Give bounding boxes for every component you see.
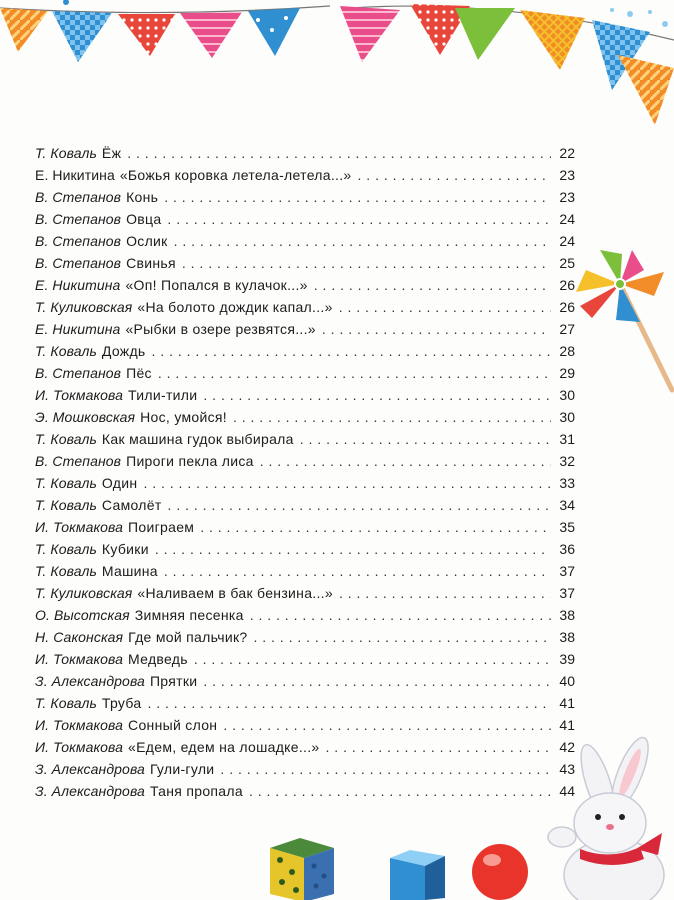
toc-entry [35,208,575,230]
toc-page-number: 38 [559,607,575,623]
toc-leader-dots [358,164,551,186]
toc-page-number: 31 [559,431,575,447]
toc-leader-dots [300,428,551,450]
toc-title: «Наливаем в бак бензина...» [137,585,333,601]
toc-leader-dots [147,692,551,714]
toc-page-number: 35 [559,519,575,535]
toc-entry [35,296,575,318]
toc-author: Т. Куликовская [35,585,133,601]
toc-page-number: 30 [559,387,575,403]
toc-title: Свинья [126,255,176,271]
toc-title: «На болото дождик капал...» [137,299,333,315]
toc-title: Ослик [126,233,168,249]
toc-leader-dots [203,670,551,692]
toc-leader-dots [233,406,551,428]
toc-entry [35,736,575,758]
toc-leader-dots [182,252,551,274]
toc-title: Поиграем [128,519,195,535]
toc-entry [35,406,575,428]
toc-leader-dots [155,538,551,560]
toc-title: Пироги пекла лиса [126,453,254,469]
toc-author: О. Высотская [35,607,130,623]
toc-entry [35,142,575,164]
toc-title: Дождь [101,343,146,359]
toc-title: Нос, умойся! [140,409,227,425]
toc-leader-dots [326,736,551,758]
toc-page-number: 41 [559,717,575,733]
toc-author: Е. Никитина [35,321,121,337]
toc-leader-dots [250,604,551,626]
toy-cube-icon [270,838,334,900]
toc-entry [35,714,575,736]
toc-entry [35,780,575,802]
toc-author: Е. Никитина [35,167,115,183]
toc-entry [35,604,575,626]
toc-author: З. Александрова [35,673,145,689]
bunny-illustration [540,725,674,900]
toc-author: Т. Коваль [35,695,97,711]
toc-leader-dots [314,274,551,296]
toc-leader-dots [223,714,551,736]
toc-entry [35,516,575,538]
toc-leader-dots [158,362,551,384]
toc-page-number: 24 [559,211,575,227]
toc-title: Зимняя песенка [134,607,244,623]
toc-entry [35,252,575,274]
toc-author: Т. Коваль [35,475,97,491]
toc-entry [35,648,575,670]
toc-title: Один [101,475,138,491]
toc-entry [35,692,575,714]
toc-page-number: 28 [559,343,575,359]
toc-author: Т. Коваль [35,145,97,161]
toc-author: З. Александрова [35,783,145,799]
pinwheel-icon [572,250,674,400]
toc-entry [35,758,575,780]
toc-author: Т. Куликовская [35,299,133,315]
toc-title: Самолёт [101,497,162,513]
toc-author: В. Степанов [35,189,122,205]
toc-author: Э. Мошковская [35,409,136,425]
toc-leader-dots [194,648,551,670]
toc-title: Кубики [101,541,149,557]
toc-title: «Божья коровка летела-летела...» [119,167,352,183]
toc-leader-dots [127,142,551,164]
toc-title: Гули-гули [149,761,215,777]
toc-page-number: 39 [559,651,575,667]
toc-page-number: 26 [559,299,575,315]
toc-leader-dots [164,186,551,208]
toc-author: В. Степанов [35,255,122,271]
toc-author: В. Степанов [35,211,122,227]
toc-author: И. Токмакова [35,717,124,733]
toc-page-number: 23 [559,167,575,183]
toc-entry [35,362,575,384]
toc-author: Т. Коваль [35,541,97,557]
toc-leader-dots [164,560,551,582]
toc-page-number: 34 [559,497,575,513]
toc-author: И. Токмакова [35,519,124,535]
toc-page-number: 43 [559,761,575,777]
toc-leader-dots [260,450,551,472]
toc-entry [35,626,575,648]
toc-author: В. Степанов [35,453,122,469]
toc-title: «Едем, едем на лошадке...» [128,739,320,755]
toc-title: Пёс [126,365,152,381]
toc-title: Ёж [101,145,122,161]
toc-entry [35,318,575,340]
toc-title: «Оп! Попался в кулачок...» [125,277,308,293]
toc-page-number: 36 [559,541,575,557]
toc-page-number: 38 [559,629,575,645]
toc-leader-dots [253,626,551,648]
toc-page-number: 22 [559,145,575,161]
toc-entry [35,230,575,252]
toc-page-number: 44 [559,783,575,799]
toc-title: Тили-тили [128,387,198,403]
toc-author: Т. Коваль [35,343,97,359]
toc-entry [35,494,575,516]
toc-leader-dots [168,494,551,516]
toc-entry [35,582,575,604]
toc-page-number: 26 [559,277,575,293]
toc-entry [35,384,575,406]
toc-entry [35,428,575,450]
toc-author: В. Степанов [35,365,122,381]
toc-page-number: 40 [559,673,575,689]
toc-entry [35,340,575,362]
toy-block-icon [390,850,445,900]
toc-author: Т. Коваль [35,431,97,447]
toc-author: Т. Коваль [35,497,97,513]
table-of-contents [35,142,575,802]
toc-title: Овца [126,211,162,227]
toc-title: Где мой пальчик? [128,629,248,645]
toc-leader-dots [203,384,551,406]
toc-title: Сонный слон [128,717,218,733]
toc-page-number: 41 [559,695,575,711]
toc-leader-dots [174,230,551,252]
toc-author: И. Токмакова [35,387,124,403]
toc-leader-dots [322,318,551,340]
toc-author: Н. Саконская [35,629,124,645]
toc-entry [35,472,575,494]
toc-title: Машина [101,563,158,579]
toc-leader-dots [167,208,551,230]
toc-page-number: 30 [559,409,575,425]
toc-author: З. Александрова [35,761,145,777]
toc-page-number: 29 [559,365,575,381]
toc-entry [35,450,575,472]
bunting-flags [0,0,674,140]
toc-entry [35,186,575,208]
ball-icon [472,844,528,900]
toc-page-number: 24 [559,233,575,249]
toc-page-number: 42 [559,739,575,755]
toc-page-number: 27 [559,321,575,337]
toc-page-number: 33 [559,475,575,491]
toc-leader-dots [152,340,551,362]
toc-entry [35,560,575,582]
toc-page-number: 37 [559,563,575,579]
toc-title: Медведь [128,651,188,667]
toc-entry [35,274,575,296]
toc-entry [35,164,575,186]
toc-title: Труба [101,695,142,711]
toc-leader-dots [200,516,551,538]
toc-title: Прятки [149,673,198,689]
toc-leader-dots [220,758,551,780]
toc-leader-dots [339,582,551,604]
toc-page-number: 37 [559,585,575,601]
toc-title: Таня пропала [149,783,243,799]
toc-author: Е. Никитина [35,277,121,293]
toc-leader-dots [249,780,551,802]
toc-author: И. Токмакова [35,651,124,667]
toys-illustration [260,820,540,900]
toc-title: Как машина гудок выбирала [101,431,294,447]
toc-author: Т. Коваль [35,563,97,579]
toc-author: В. Степанов [35,233,122,249]
toc-page-number: 32 [559,453,575,469]
toc-title: «Рыбки в озере резвятся...» [125,321,316,337]
toc-title: Конь [126,189,159,205]
toc-author: И. Токмакова [35,739,124,755]
toc-leader-dots [143,472,551,494]
toc-entry [35,538,575,560]
toc-page-number: 25 [559,255,575,271]
toc-entry [35,670,575,692]
toc-leader-dots [339,296,551,318]
toc-page-number: 23 [559,189,575,205]
